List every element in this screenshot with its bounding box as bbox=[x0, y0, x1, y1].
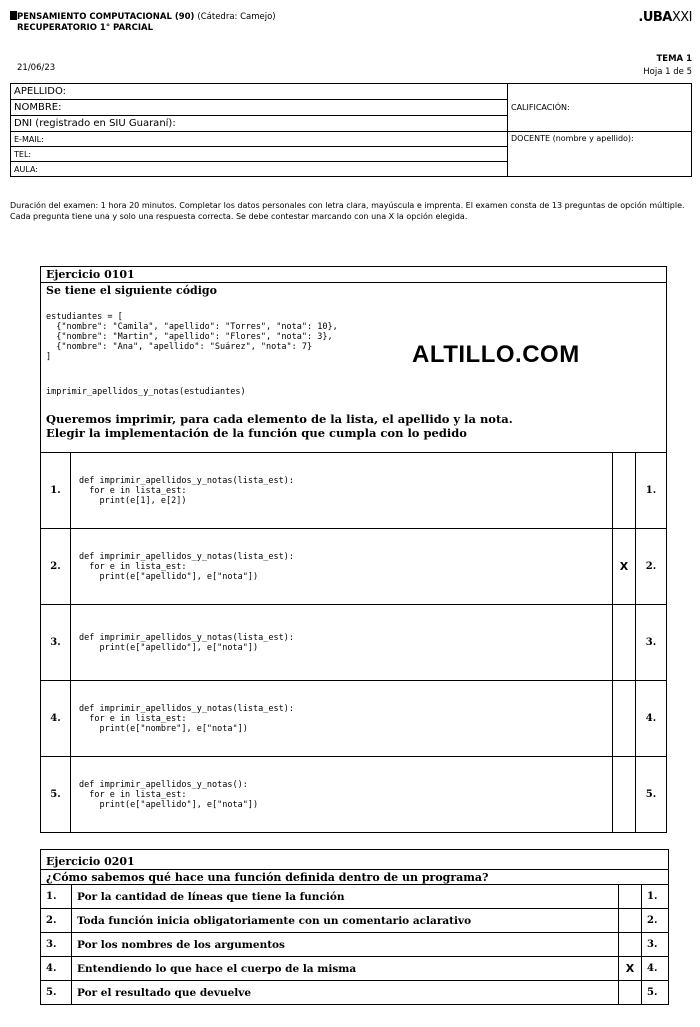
option-row bbox=[41, 529, 667, 605]
option-row bbox=[41, 885, 669, 909]
course-name: PENSAMIENTO COMPUTACIONAL (90) bbox=[17, 12, 195, 22]
option-code-text: def imprimir_apellidos_y_notas(lista_est): for e in lista_est: print(e["apellido"], e["nota"]) bbox=[79, 551, 294, 582]
option-number-right: 2. bbox=[636, 529, 667, 605]
tema-label: TEMA 1 bbox=[656, 54, 692, 64]
option-number-right: 1. bbox=[642, 885, 669, 909]
option-number: 2. bbox=[41, 529, 71, 605]
course-title bbox=[17, 12, 276, 22]
exam-date: 21/06/23 bbox=[17, 63, 56, 73]
option-code bbox=[71, 529, 613, 605]
option-number: 1. bbox=[41, 453, 71, 529]
option-row bbox=[41, 957, 669, 981]
option-number-right: 5. bbox=[636, 757, 667, 833]
option-code-text: def imprimir_apellidos_y_notas(lista_est): for e in lista_est: print(e[1], e[2]) bbox=[79, 475, 294, 506]
option-text: Por la cantidad de líneas que tiene la función bbox=[72, 885, 619, 909]
option-number-right: 3. bbox=[642, 933, 669, 957]
logo-main: .UBA bbox=[638, 10, 672, 25]
email-field[interactable]: E-MAIL: bbox=[11, 132, 508, 147]
divider bbox=[41, 282, 666, 283]
watermark: ALTILLO.COM bbox=[412, 341, 580, 368]
option-code bbox=[71, 757, 613, 833]
exercise-1-statement: Se tiene el siguiente código bbox=[46, 284, 217, 297]
option-code bbox=[71, 453, 613, 529]
option-number: 5. bbox=[41, 981, 72, 1005]
option-number-right: 4. bbox=[636, 681, 667, 757]
question-line-2: Elegir la implementación de la función que cumpla con lo pedido bbox=[46, 426, 467, 440]
exercise-2-statement: ¿Cómo sabemos qué hace una función definida dentro de un programa? bbox=[41, 870, 669, 885]
exam-name: RECUPERATORIO 1° PARCIAL bbox=[17, 23, 153, 33]
option-number: 2. bbox=[41, 909, 72, 933]
logo-suffix: XXI bbox=[671, 10, 692, 25]
personal-data-table bbox=[10, 83, 692, 177]
option-text: Toda función inicia obligatoriamente con un comentario aclarativo bbox=[72, 909, 619, 933]
answer-mark-box[interactable] bbox=[619, 885, 642, 909]
answer-mark-box[interactable]: X bbox=[619, 957, 642, 981]
question-line-1: Queremos imprimir, para cada elemento de la lista, el apellido y la nota. bbox=[46, 412, 513, 426]
answer-mark-box[interactable] bbox=[613, 453, 636, 529]
answer-mark-box[interactable] bbox=[613, 681, 636, 757]
option-text: Por el resultado que devuelve bbox=[72, 981, 619, 1005]
option-number-right: 5. bbox=[642, 981, 669, 1005]
answer-mark-box[interactable] bbox=[619, 933, 642, 957]
option-text: Entendiendo lo que hace el cuerpo de la misma bbox=[72, 957, 619, 981]
header-marker bbox=[10, 11, 17, 20]
option-number: 5. bbox=[41, 757, 71, 833]
exercise-1-title: Ejercicio 0101 bbox=[46, 268, 135, 281]
option-number: 1. bbox=[41, 885, 72, 909]
option-row bbox=[41, 757, 667, 833]
option-number: 4. bbox=[41, 681, 71, 757]
exercise-2-table bbox=[40, 849, 669, 1005]
answer-mark-box[interactable]: X bbox=[613, 529, 636, 605]
exercise-1-question bbox=[46, 412, 513, 440]
option-number-right: 2. bbox=[642, 909, 669, 933]
answer-mark-box[interactable] bbox=[619, 909, 642, 933]
docente-field[interactable]: DOCENTE (nombre y apellido): bbox=[508, 132, 692, 177]
option-code-text: def imprimir_apellidos_y_notas(lista_est): print(e["apellido"], e["nota"]) bbox=[79, 632, 294, 653]
answer-mark-box[interactable] bbox=[619, 981, 642, 1005]
option-row bbox=[41, 933, 669, 957]
catedra: (Cátedra: Camejo) bbox=[197, 12, 276, 22]
option-number-right: 1. bbox=[636, 453, 667, 529]
option-code-text: def imprimir_apellidos_y_notas(lista_est): for e in lista_est: print(e["nombre"], e["nota"]) bbox=[79, 703, 294, 734]
page-count: Hoja 1 de 5 bbox=[643, 67, 692, 77]
apellido-field[interactable]: APELLIDO: bbox=[11, 84, 508, 100]
option-text: Por los nombres de los argumentos bbox=[72, 933, 619, 957]
option-row bbox=[41, 681, 667, 757]
answer-mark-box[interactable] bbox=[613, 605, 636, 681]
exercise-2-title-cell bbox=[41, 850, 669, 870]
exercise-1-options bbox=[40, 452, 667, 833]
option-number-right: 3. bbox=[636, 605, 667, 681]
exercise-1-code: estudiantes = [ {"nombre": "Camila", "apellido": "Torres", "nota": 10}, {"nombre": "Martin", "apellido": "Flores", "nota": 3}, {"nombre": "Ana", "apellido": "Suárez", "nota": 7} ] bbox=[46, 312, 338, 362]
option-row bbox=[41, 909, 669, 933]
calificacion-field[interactable]: CALIFICACIÓN: bbox=[508, 84, 692, 132]
option-number: 4. bbox=[41, 957, 72, 981]
option-code-text: def imprimir_apellidos_y_notas(): for e in lista_est: print(e["apellido"], e["nota"]) bbox=[79, 779, 259, 810]
uba-xxi-logo bbox=[638, 10, 692, 25]
exercise-2-title: Ejercicio 0201 bbox=[46, 855, 135, 868]
exam-instructions: Duración del examen: 1 hora 20 minutos. Completar los datos personales con letra clara, mayúscula e imprenta. El examen consta de 13 preguntas de opción múltiple. Cada pregunta tiene una y solo una respuesta correcta. Se debe contestar marcando con una X la opción elegida. bbox=[10, 201, 685, 221]
option-row bbox=[41, 605, 667, 681]
dni-field[interactable]: DNI (registrado en SIU Guaraní): bbox=[11, 116, 508, 132]
answer-mark-box[interactable] bbox=[613, 757, 636, 833]
option-code bbox=[71, 681, 613, 757]
nombre-field[interactable]: NOMBRE: bbox=[11, 100, 508, 116]
option-code bbox=[71, 605, 613, 681]
tel-field[interactable]: TEL: bbox=[11, 147, 508, 162]
aula-field[interactable]: AULA: bbox=[11, 162, 508, 177]
option-number-right: 4. bbox=[642, 957, 669, 981]
exercise-1-call: imprimir_apellidos_y_notas(estudiantes) bbox=[46, 387, 246, 397]
option-row bbox=[41, 981, 669, 1005]
option-row bbox=[41, 453, 667, 529]
option-number: 3. bbox=[41, 605, 71, 681]
option-number: 3. bbox=[41, 933, 72, 957]
